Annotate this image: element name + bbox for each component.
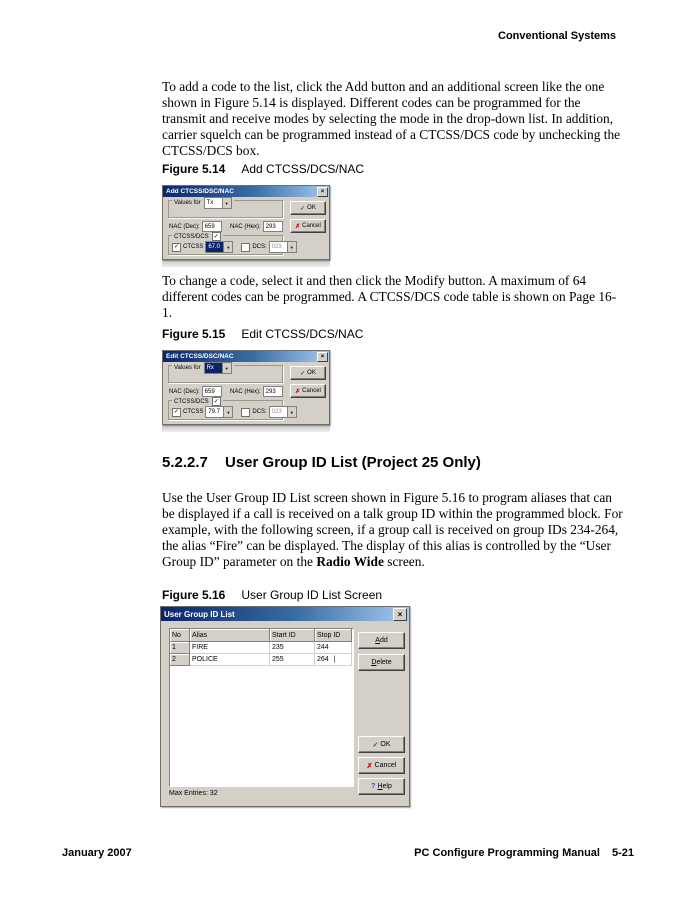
edit-dialog-titlebar (163, 351, 329, 362)
table-row[interactable] (170, 654, 353, 666)
x-icon: ✗ (366, 762, 373, 770)
dcs-value: 023 (271, 244, 282, 250)
check-icon: ✓ (300, 370, 306, 377)
list-dialog-title: User Group ID List (164, 609, 235, 619)
check-icon: ✓ (300, 205, 306, 212)
footer-manual-name: PC Configure Programming Manual (414, 847, 600, 859)
edit-dialog-title: Edit CTCSS/DSC/NAC (166, 353, 234, 360)
text-caret: | (333, 656, 336, 663)
add-button[interactable] (358, 632, 405, 649)
nac-dec-field[interactable]: 659 (202, 221, 222, 232)
ctcss-dcs-label: CTCSS/DCS (174, 233, 209, 240)
question-mark-icon: ? (371, 783, 376, 790)
ok-button-label: OK (380, 741, 391, 748)
figure-514-screenshot (162, 185, 330, 267)
ctcss-dcs-label: CTCSS/DCS (174, 398, 209, 405)
values-for-value: Rx (205, 363, 222, 373)
close-icon[interactable]: × (317, 187, 328, 197)
table-header-row (170, 629, 353, 642)
ok-button[interactable] (358, 736, 405, 753)
dcs-checkbox[interactable] (241, 243, 250, 252)
ctcss-dcs-groupbox (168, 233, 294, 255)
nac-hex-field[interactable]: 293 (263, 221, 283, 232)
figure-title: Edit CTCSS/DCS/NAC (241, 327, 364, 341)
cancel-button[interactable] (290, 219, 326, 233)
chevron-down-icon[interactable]: ▼ (222, 198, 231, 208)
alias-cell[interactable]: FIRE (190, 642, 270, 654)
add-button-label: Add (375, 637, 388, 644)
nac-dec-label: NAC (Dec): (169, 223, 200, 230)
figure-label: Figure 5.14 (162, 162, 226, 176)
dcs-combobox[interactable] (269, 406, 297, 418)
help-button-label: Help (377, 783, 392, 790)
ctcss-checkbox[interactable]: ✓ (173, 409, 180, 415)
nac-hex-label: NAC (Hex): (230, 388, 261, 395)
ctcss-row (172, 406, 297, 418)
chevron-down-icon[interactable]: ▼ (287, 407, 296, 417)
cancel-button-label: Cancel (374, 762, 397, 769)
add-dialog-title: Add CTCSS/DSC/NAC (166, 188, 234, 195)
close-icon[interactable]: × (317, 352, 328, 362)
help-button[interactable] (358, 778, 405, 795)
figure-title: Add CTCSS/DCS/NAC (241, 162, 365, 176)
start-id-cell[interactable]: 235 (270, 642, 315, 654)
chevron-down-icon[interactable]: ▼ (287, 242, 296, 252)
x-icon: ✗ (295, 223, 301, 230)
column-header-start-id: Start ID (270, 629, 315, 642)
add-dialog-titlebar (163, 186, 329, 197)
delete-button-label: Delete (371, 659, 392, 666)
figure-title: User Group ID List Screen (241, 588, 383, 602)
row-number-cell: 2 (170, 654, 190, 666)
nac-row (169, 221, 285, 232)
list-dialog-titlebar (161, 607, 409, 621)
user-group-id-list-dialog (160, 606, 410, 807)
dcs-label: DCS: (252, 409, 267, 415)
close-icon[interactable]: × (393, 608, 407, 621)
chevron-down-icon[interactable]: ▼ (223, 407, 232, 417)
values-for-value: Tx (206, 200, 214, 206)
figure-caption-516 (162, 588, 382, 602)
section-heading (162, 454, 481, 471)
group-id-table (169, 628, 354, 787)
cancel-button-label: Cancel (302, 223, 321, 229)
max-entries-status: Max Entries: 32 (169, 790, 218, 797)
ctcss-label: CTCSS (183, 409, 204, 415)
delete-button[interactable] (358, 654, 405, 671)
ctcss-combobox[interactable] (205, 406, 233, 418)
dcs-checkbox[interactable] (241, 408, 250, 417)
values-for-combobox[interactable] (204, 197, 232, 209)
stop-id-cell[interactable] (315, 654, 352, 666)
ok-button-label: OK (307, 205, 316, 211)
figure-label: Figure 5.16 (162, 588, 226, 602)
paragraph-change-code: To change a code, select it and then click the Modify button. A maximum of 64 different codes can be programmed. A CTCSS/DCS code table is shown on Page 16-1. (162, 273, 617, 320)
figure-label: Figure 5.15 (162, 327, 226, 341)
screenshot-background-strip (162, 260, 330, 267)
dcs-label: DCS: (252, 244, 267, 250)
paragraph-user-group (162, 490, 624, 570)
ok-button-label: OK (307, 370, 316, 376)
values-for-label: Values for (174, 365, 201, 371)
section-title: User Group ID List (Project 25 Only) (225, 454, 481, 471)
cancel-button[interactable] (290, 384, 326, 398)
dcs-value: 023 (271, 409, 282, 415)
add-ctcss-dialog (162, 185, 330, 260)
ctcss-label: CTCSS (183, 244, 204, 250)
figure-516-screenshot (160, 606, 410, 807)
ctcss-value: 79.7 (208, 409, 221, 415)
footer-title (414, 847, 634, 859)
column-header-alias: Alias (190, 629, 270, 642)
figure-caption-514 (162, 162, 364, 176)
ctcss-dcs-checkbox[interactable]: ✓ (213, 233, 219, 240)
dcs-combobox[interactable] (269, 241, 297, 253)
chevron-down-icon[interactable]: ▼ (223, 242, 232, 252)
chevron-down-icon[interactable]: ▼ (222, 363, 231, 373)
figure-caption-515 (162, 327, 363, 341)
check-icon: ✓ (372, 741, 379, 749)
start-id-cell[interactable]: 255 (270, 654, 315, 666)
values-for-combobox[interactable] (204, 362, 232, 374)
figure-515-screenshot (162, 350, 330, 432)
running-header: Conventional Systems (498, 30, 616, 42)
nac-hex-field[interactable]: 293 (263, 386, 283, 397)
row-number-cell: 1 (170, 642, 190, 654)
column-header-stop-id: Stop ID (315, 629, 352, 642)
ctcss-dcs-checkbox[interactable]: ✓ (213, 398, 219, 405)
cancel-button[interactable] (358, 757, 405, 774)
table-row[interactable] (170, 642, 353, 654)
ctcss-value: 67.0 (206, 242, 223, 252)
ok-button[interactable] (290, 201, 326, 215)
values-for-groupbox (168, 365, 283, 383)
section-number: 5.2.2.7 (162, 454, 208, 471)
column-header-no: No (170, 629, 190, 642)
stop-id-cell[interactable]: 244 (315, 642, 352, 654)
values-for-groupbox (168, 200, 283, 218)
footer-page-number: 5-21 (611, 847, 634, 859)
nac-row (169, 386, 285, 397)
cancel-button-label: Cancel (302, 388, 321, 394)
screenshot-background-strip (162, 425, 330, 432)
paragraph-text: screen. (383, 554, 425, 569)
x-icon: ✗ (295, 388, 301, 395)
ctcss-row (172, 241, 297, 253)
radio-wide-bold: Radio Wide (316, 554, 384, 569)
nac-hex-label: NAC (Hex): (230, 223, 261, 230)
alias-cell[interactable]: POLICE (190, 654, 270, 666)
edit-ctcss-dialog (162, 350, 330, 425)
footer-date: January 2007 (62, 847, 132, 859)
stop-id-value: 264 (317, 656, 329, 663)
ctcss-combobox[interactable] (205, 241, 233, 253)
values-for-label: Values for (174, 200, 201, 206)
ctcss-checkbox[interactable]: ✓ (173, 244, 180, 250)
nac-dec-label: NAC (Dec): (169, 388, 200, 395)
paragraph-text: Use the User Group ID List screen shown in Figure 5.16 to program aliases that can be displayed if a call is received on a talk group ID within the programmed block. For example, with the following screen, if a group call is received on group IDs 234-264, the alias “Fire” can be displayed. The display of this alias is controlled by the “User Group ID” parameter on the (162, 490, 623, 569)
ok-button[interactable] (290, 366, 326, 380)
nac-dec-field[interactable]: 659 (202, 386, 222, 397)
ctcss-dcs-groupbox (168, 398, 294, 420)
paragraph-add-code: To add a code to the list, click the Add button and an additional screen like the one shown in Figure 5.14 is displayed. Different codes can be programmed for the transmit and receive modes by selecting the mode in the drop-down list. In addition, carrier squelch can be programmed instead of a CTCSS/DCS code by unchecking the CTCSS/DCS box. (162, 79, 621, 158)
